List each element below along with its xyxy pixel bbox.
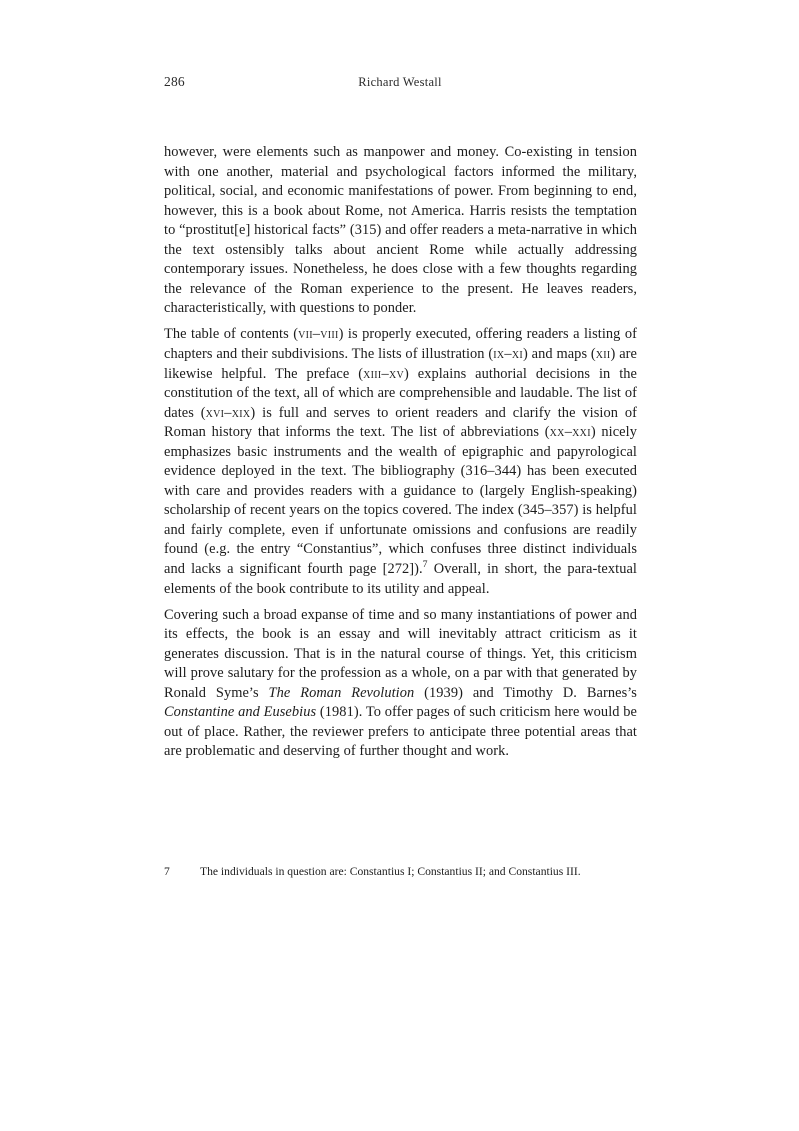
footnote-number: 7 — [164, 865, 170, 878]
roman-numeral-range: xiii–xv — [363, 365, 404, 382]
footnote-text: The individuals in question are: Constantius I; Constantius II; and Constantius III. — [200, 865, 581, 878]
page-number: 286 — [164, 74, 185, 89]
body-text-block — [164, 143, 637, 762]
running-head-title: Richard Westall — [358, 75, 442, 89]
para-2: The table of contents (vii–viii) is properly executed, offering readers a listing of chapters and their subdivisions. The lists of illustration (ix–xi) and maps (xii) are likewise helpful. The preface (xiii–xv) explains authorial decisions in the constitution of the text, all of which are comprehensible and laudable. The list of dates (xvi–xix) is full and serves to orient readers and clarify the vision of Roman history that informs the text. The list of abbreviations (xx–xxi) nicely emphasizes basic instruments and the wealth of epigraphic and papyrological evidence deployed in the text. The bibliography (316–344) has been executed with care and provides readers with a guidance to (largely English-speaking) scholarship of recent years on the topics covered. The index (345–357) is helpful and fairly complete, even if unfortunate omissions and confusions are readily found (e.g. the entry “Constantius”, which confuses three distinct individuals and lacks a significant fourth page [272]).$^7$ Overall, in short, the para-textual elements of the book contribute to its utility and appeal. — [164, 326, 637, 597]
footnote-reference[interactable]: 7 — [422, 559, 428, 571]
roman-numeral-range: xii — [595, 345, 611, 362]
footnote-area — [164, 864, 637, 880]
roman-numeral-range: xx–xxi — [549, 424, 591, 441]
roman-numeral-range: ix–xi — [493, 345, 523, 362]
footnote — [164, 864, 637, 880]
book-title: Constantine and Eusebius — [164, 704, 317, 721]
roman-numeral-range: xvi–xix — [205, 404, 251, 421]
book-title: The Roman Revolution — [268, 684, 415, 701]
para-1: however, were elements such as manpower and money. Co-existing in tension with one another, material and psychological factors informed the military, political, social, and economic manifestations of power. From beginning to end, however, this is a book about Rome, not America. Harris resists the temptation to “prostitut[e] historical facts” (315) and offer readers a meta-narrative in which the text ostensibly talks about ancient Rome while actually addressing contemporary issues. Nonetheless, he does close with a few thoughts regarding the relevance of the Roman experience to the present. He leaves readers, characteristically, with questions to ponder. — [164, 144, 637, 317]
running-header — [164, 72, 636, 92]
roman-numeral-range: vii–viii — [298, 326, 339, 343]
para-3: Covering such a broad expanse of time and so many instantiations of power and its effects, the book is an essay and will inevitably attract criticism as it generates discussion. That is in the natural course of things. Yet, this criticism will prove salutary for the profession as a whole, on a par with that generated by Ronald Syme’s The Roman Revolution (1939) and Timothy D. Barnes’s Constantine and Eusebius (1981). To offer pages of such criticism here would be out of place. Rather, the reviewer prefers to anticipate three potential areas that are problematic and deserving of further thought and work. — [164, 606, 637, 760]
